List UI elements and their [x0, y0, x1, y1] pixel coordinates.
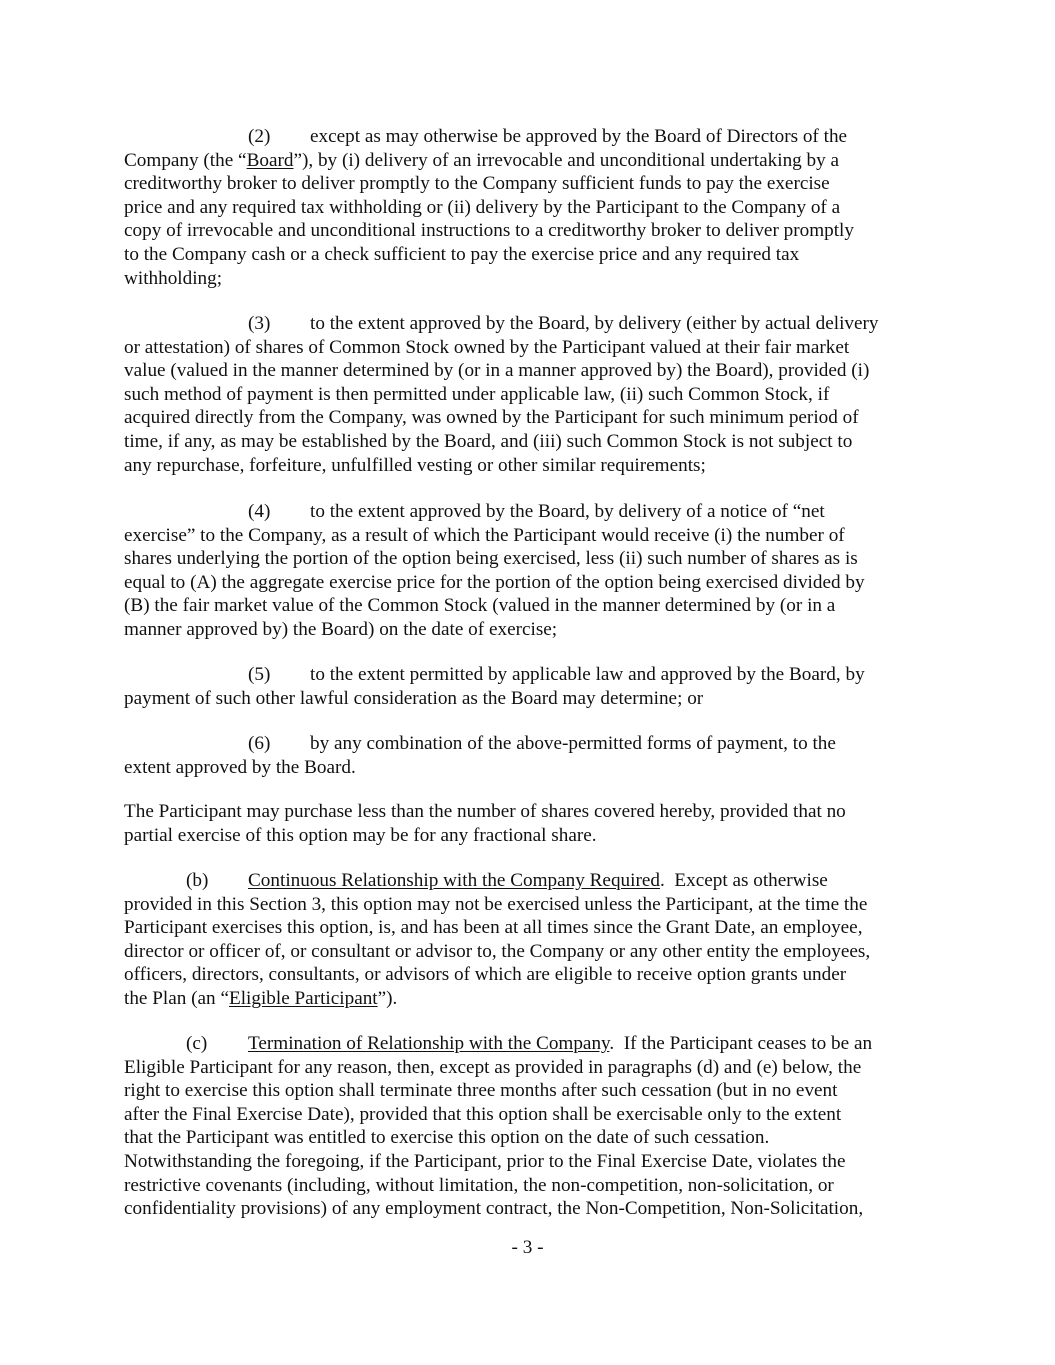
text-line: time, if any, as may be established by the Board, and (iii) such Common Stock is not subject to	[124, 430, 853, 452]
text-line: copy of irrevocable and unconditional instructions to a creditworthy broker to deliver promptly	[124, 220, 854, 242]
item-number: (5)	[248, 664, 271, 685]
text-line: right to exercise this option shall terminate three months after such cessation (but in no event	[124, 1080, 838, 1102]
text-line: to the extent approved by the Board, by delivery (either by actual delivery	[310, 313, 879, 334]
text-line: partial exercise of this option may be for any fractional share.	[124, 824, 597, 846]
item-number: (b)	[186, 870, 209, 891]
text-line: except as may otherwise be approved by the Board of Directors of the	[310, 126, 848, 147]
text-line: exercise” to the Company, as a result of which the Participant would receive (i) the number of	[124, 524, 845, 546]
paragraph-4	[124, 500, 939, 642]
paragraph-6	[124, 732, 939, 779]
text-line: confidentiality provisions) of any employment contract, the Non-Competition, Non-Solicitation,	[124, 1198, 864, 1220]
text-line: shares underlying the portion of the option being exercised, less (ii) such number of shares as is	[124, 548, 858, 570]
item-number: (4)	[248, 501, 271, 522]
text-line: . If the Participant ceases to be an	[609, 1033, 873, 1054]
text-line: ”).	[377, 987, 398, 1009]
text-line: provided in this Section 3, this option may not be exercised unless the Participant, at the time the	[124, 893, 868, 915]
text-line: price and any required tax withholding or (ii) delivery by the Participant to the Company of a	[124, 196, 841, 218]
text-line: restrictive covenants (including, without limitation, the non-competition, non-solicitation, or	[124, 1174, 834, 1196]
item-number: (2)	[248, 126, 271, 147]
text-line: director or officer of, or consultant or advisor to, the Company or any other entity the employees,	[124, 940, 871, 962]
item-number: (6)	[248, 733, 271, 754]
paragraph-3	[124, 312, 939, 477]
text-line: withholding;	[124, 267, 223, 289]
text-line: extent approved by the Board.	[124, 756, 356, 778]
text-line: Eligible Participant for any reason, then, except as provided in paragraphs (d) and (e) below, the	[124, 1056, 862, 1078]
page-number: - 3 -	[511, 1237, 544, 1258]
text-line: or attestation) of shares of Common Stock owned by the Participant valued at their fair market	[124, 336, 850, 358]
paragraph-c	[124, 1032, 939, 1221]
paragraph-2	[124, 125, 939, 290]
text-line: to the extent permitted by applicable law and approved by the Board, by	[310, 664, 865, 685]
defined-term-board: Board	[246, 149, 294, 171]
defined-term-eligible-participant: Eligible Participant	[228, 987, 378, 1009]
item-number: (c)	[186, 1033, 208, 1054]
text-line: that the Participant was entitled to exercise this option on the date of such cessation.	[124, 1127, 770, 1149]
text-line: Company (the “	[124, 149, 247, 171]
section-heading: Termination of Relationship with the Company	[248, 1033, 610, 1054]
text-line: payment of such other lawful consideration as the Board may determine; or	[124, 687, 704, 709]
text-line: Participant exercises this option, is, and has been at all times since the Grant Date, an employee,	[124, 917, 863, 939]
text-line: Notwithstanding the foregoing, if the Participant, prior to the Final Exercise Date, violates the	[124, 1150, 846, 1172]
text-line: such method of payment is then permitted under applicable law, (ii) such Common Stock, if	[124, 383, 830, 405]
paragraph-5	[124, 663, 939, 710]
text-line: . Except as otherwise	[659, 870, 828, 891]
text-line: the Plan (an “	[124, 987, 229, 1009]
text-line: acquired directly from the Company, was owned by the Participant for such minimum period of	[124, 407, 859, 429]
text-line: creditworthy broker to deliver promptly to the Company sufficient funds to pay the exercise	[124, 173, 830, 195]
text-line: (B) the fair market value of the Common Stock (valued in the manner determined by (or in a	[124, 595, 836, 617]
text-line: officers, directors, consultants, or advisors of which are eligible to receive option grants under	[124, 964, 847, 986]
text-line: value (valued in the manner determined by (or in a manner approved by) the Board), provided (i)	[124, 360, 870, 382]
paragraph-b	[124, 869, 939, 1011]
item-number: (3)	[248, 313, 271, 334]
text-line: to the Company cash or a check sufficient to pay the exercise price and any required tax	[124, 243, 800, 265]
text-line: any repurchase, forfeiture, unfulfilled vesting or other similar requirements;	[124, 454, 706, 476]
paragraph-partial-exercise	[124, 800, 939, 847]
text-line: by any combination of the above-permitted forms of payment, to the	[310, 733, 836, 754]
text-line: to the extent approved by the Board, by delivery of a notice of “net	[310, 501, 825, 522]
text-line: The Participant may purchase less than the number of shares covered hereby, provided that no	[124, 801, 846, 822]
text-line: equal to (A) the aggregate exercise price for the portion of the option being exercised divided by	[124, 571, 865, 593]
section-heading: Continuous Relationship with the Company Required	[248, 870, 660, 891]
text-line: ”), by (i) delivery of an irrevocable and unconditional undertaking by a	[293, 149, 840, 171]
text-line: after the Final Exercise Date), provided that this option shall be exercisable only to the extent	[124, 1103, 842, 1125]
text-line: manner approved by) the Board) on the date of exercise;	[124, 618, 558, 640]
